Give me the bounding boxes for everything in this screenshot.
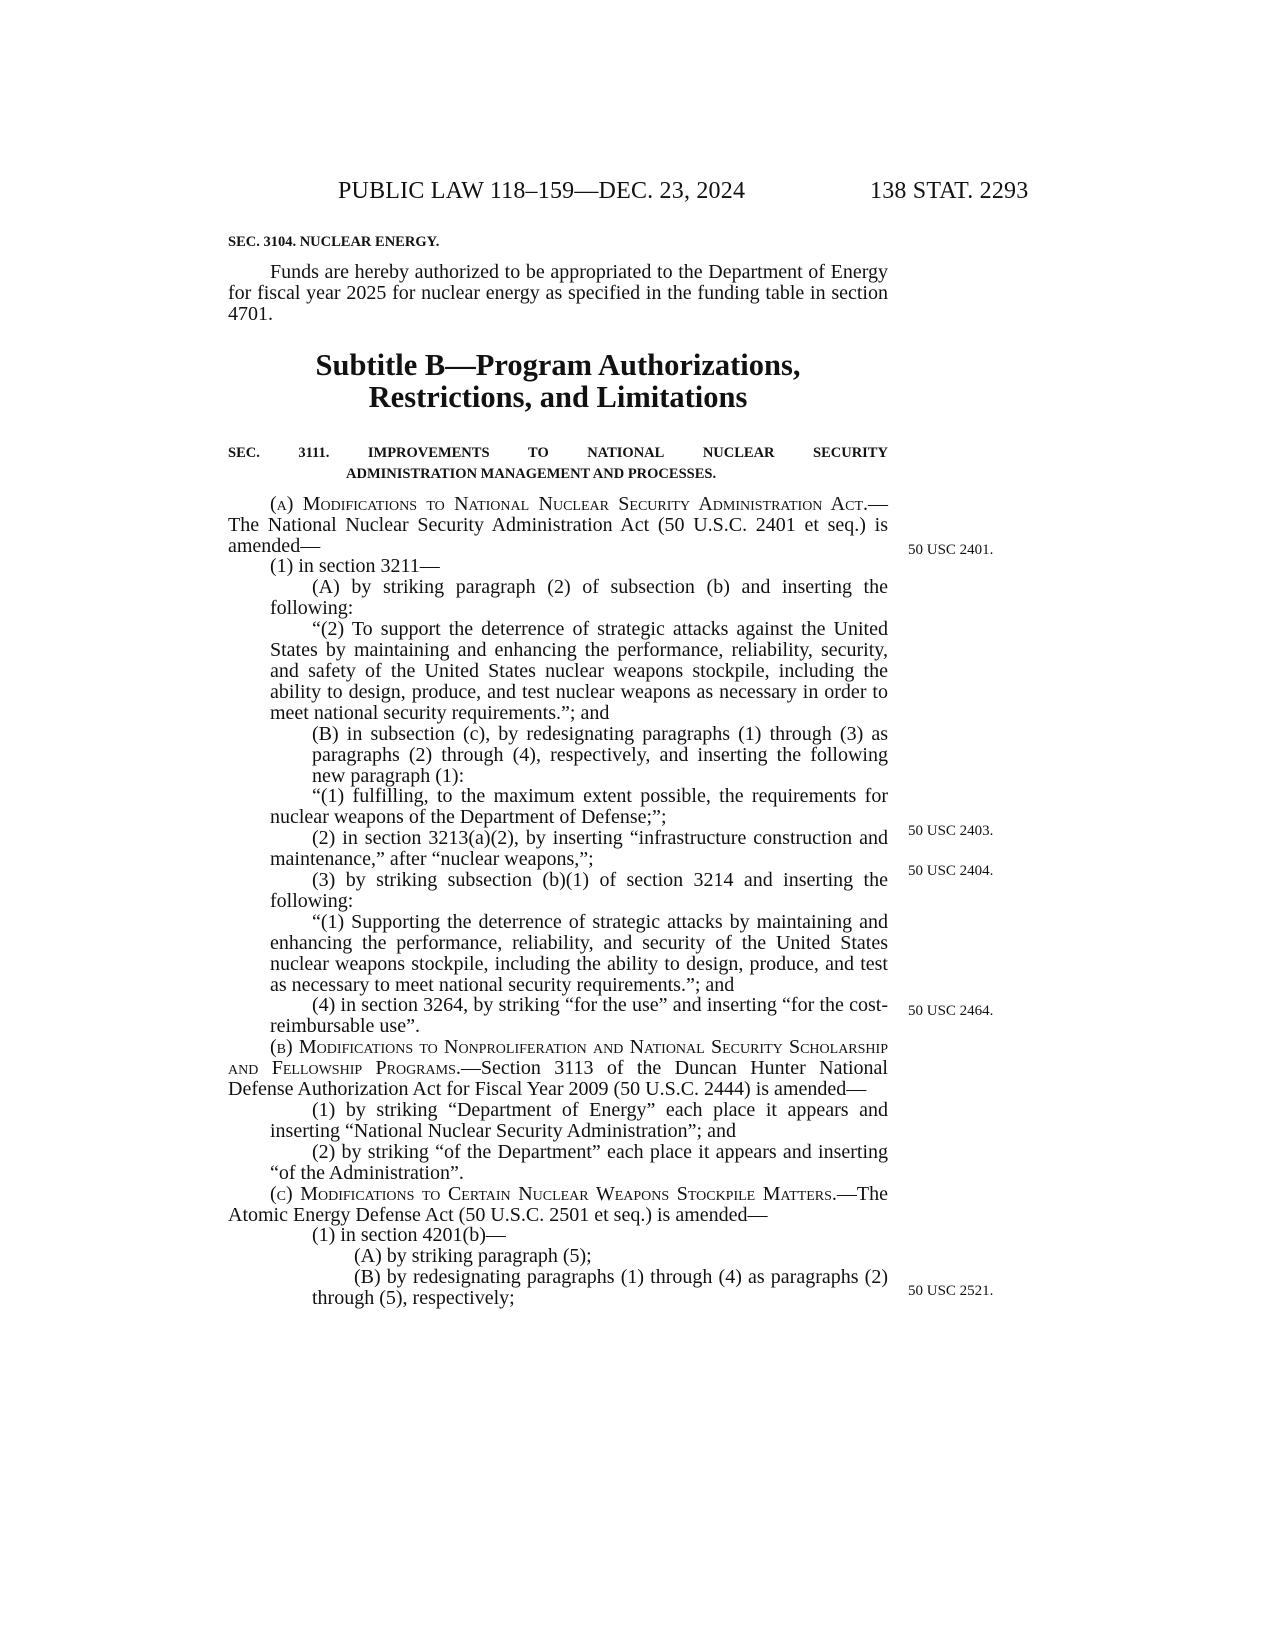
- para-a1: (1) in section 3211—: [270, 555, 440, 578]
- para-a4: (4) in section 3264, by striking “for the use” and inserting “for the cost-reimbursable use”.: [270, 994, 888, 1038]
- section-3111-heading: [228, 443, 888, 485]
- subtitle-line-1: Subtitle B—Program Authorizations,: [315, 347, 801, 382]
- quote-a3: “(1) Supporting the deterrence of strategic attacks by maintaining and enhancing the performance, reliability, and security of the United States nuclear weapons stockpile, including the ability to design, produce, and test as necessary to meet national security requirements.”; and: [270, 910, 888, 996]
- margin-note-2403: 50 USC 2403.: [908, 823, 994, 839]
- subpara-c1A: (A) by striking paragraph (5);: [354, 1245, 592, 1268]
- subsection-a: (a) Modifications to National Nuclear Security Administration Act.—The National Nuclear Security Administration Act (50 U.S.C. 2401 et seq.) is amended—: [228, 492, 888, 557]
- margin-note-2464: 50 USC 2464.: [908, 1003, 994, 1019]
- subpara-c1B: (B) by redesignating paragraphs (1) through (4) as paragraphs (2) through (5), respectively;: [312, 1266, 888, 1310]
- quote-a1A: “(2) To support the deterrence of strategic attacks against the United States by maintaining and enhancing the performance, reliability, security, and safety of the United States nuclear weapons stockpile, including the ability to design, produce, and test nuclear weapons as necessary in order to meet national security requirements.”; and: [270, 618, 888, 724]
- quote-a1B: “(1) fulfilling, to the maximum extent possible, the requirements for nuclear weapons of the Department of Defense;”;: [270, 785, 888, 829]
- subpara-a1B: (B) in subsection (c), by redesignating paragraphs (1) through (3) as paragraphs (2) through (4), respectively, and inserting the following new paragraph (1):: [312, 722, 888, 787]
- para-b2: (2) by striking “of the Department” each place it appears and inserting “of the Administration”.: [270, 1140, 888, 1184]
- margin-note-2401: 50 USC 2401.: [908, 542, 994, 558]
- subsection-c: (c) Modifications to Certain Nuclear Weapons Stockpile Matters.—The Atomic Energy Defense Act (50 U.S.C. 2501 et seq.) is amended—: [228, 1182, 888, 1226]
- section-3104-text: Funds are hereby authorized to be appropriated to the Department of Energy for fiscal year 2025 for nuclear energy as specified in the funding table in section 4701.: [228, 261, 888, 325]
- document-body: [228, 232, 888, 1309]
- subsection-b: (b) Modifications to Nonproliferation and National Security Scholarship and Fellowship Programs.—Section 3113 of the Duncan Hunter National Defense Authorization Act for Fiscal Year 2009 (50 U.S.C. 2444) is amended—: [228, 1036, 888, 1101]
- para-c1: (1) in section 4201(b)—: [312, 1224, 506, 1247]
- para-b1: (1) by striking “Department of Energy” each place it appears and inserting “National Nuclear Security Administration”; and: [270, 1099, 888, 1142]
- running-header-page: 138 STAT. 2293: [870, 178, 1029, 204]
- subpara-a1A: (A) by striking paragraph (2) of subsection (b) and inserting the following:: [270, 576, 888, 620]
- section-3104-heading: SEC. 3104. NUCLEAR ENERGY.: [228, 234, 440, 250]
- subtitle-heading: [228, 349, 888, 413]
- subtitle-line-2: Restrictions, and Limitations: [368, 379, 748, 414]
- section-3111-heading-line-1: SEC. 3111. IMPROVEMENTS TO NATIONAL NUCLEAR SECURITY: [228, 444, 888, 461]
- running-header-title: PUBLIC LAW 118–159—DEC. 23, 2024: [338, 178, 746, 204]
- margin-note-2521: 50 USC 2521.: [908, 1283, 994, 1299]
- para-a2: (2) in section 3213(a)(2), by inserting “infrastructure construction and maintenance,” after “nuclear weapons,”;: [270, 827, 888, 871]
- margin-note-2404: 50 USC 2404.: [908, 863, 994, 879]
- para-a3: (3) by striking subsection (b)(1) of section 3214 and inserting the following:: [270, 869, 888, 912]
- section-3111-heading-line-2: ADMINISTRATION MANAGEMENT AND PROCESSES.: [346, 465, 717, 482]
